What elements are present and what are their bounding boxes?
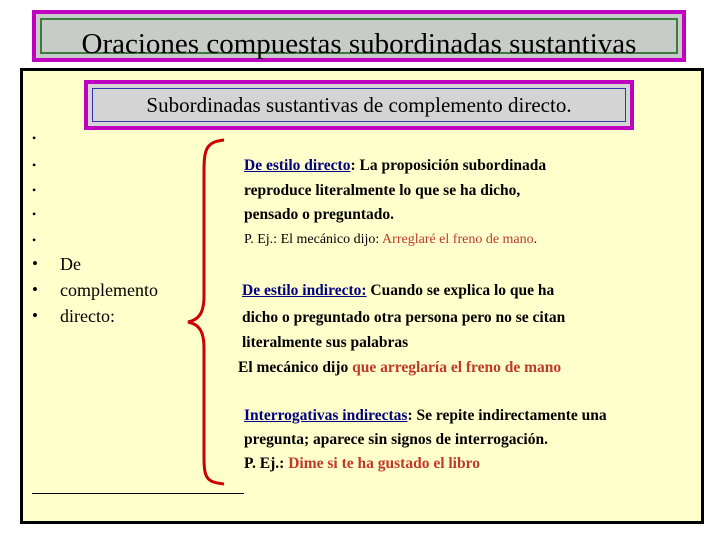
estilo-directo-example [244,228,537,252]
interrogativas-line-2: pregunta; aparece sin signos de interrogación. [244,431,548,448]
estilo-indirecto-text: Cuando se explica lo que ha [366,282,555,299]
left-heading-line: De [60,254,81,274]
interrogativas-colon: : [407,407,413,424]
interrogativas-example [244,452,480,476]
estilo-indirecto-term: De estilo indirecto: [242,282,367,299]
estilo-directo-text: La proposición subordinada [355,157,547,174]
example-prefix: P. Ej.: [244,455,289,472]
example-highlight: Dime si te ha gustado el libro [288,455,480,472]
footnote-rule [32,493,244,494]
estilo-directo-line-1 [244,154,546,178]
interrogativas-term: Interrogativas indirectas [244,407,408,424]
bullet-marker: • [32,280,38,299]
interrogativas-text: Se repite indirectamente una [412,407,607,424]
example-highlight: Arreglaré el freno de mano [382,232,534,247]
estilo-indirecto-line-3: literalmente sus palabras [242,334,409,351]
example-end: . [533,232,538,247]
bullet-marker: • [32,233,37,247]
estilo-directo-line-3: pensado o preguntado. [244,206,395,223]
example-highlight: que arreglaría el freno de mano [352,359,562,376]
example-prefix: P. Ej.: El mecánico dijo: [244,232,383,247]
estilo-directo-colon: : [350,157,356,174]
example-prefix: El mecánico dijo [238,359,353,376]
bullet-marker: • [32,306,38,325]
bullet-marker: • [32,158,37,172]
bullet-marker: • [32,254,38,273]
estilo-indirecto-line-1 [242,279,554,303]
subtitle-banner [84,80,634,130]
title-banner [32,10,686,62]
page-title: Oraciones compuestas subordinadas sustantivas [81,28,637,60]
bullet-marker: • [32,131,37,145]
estilo-indirecto-line-2: dicho o preguntado otra persona pero no se citan [242,309,566,326]
estilo-indirecto-example [238,356,561,380]
estilo-directo-term: De estilo directo [244,157,351,174]
subtitle: Subordinadas sustantivas de complemento directo. [146,93,572,117]
left-heading-line: directo: [60,306,115,326]
bullet-marker: • [32,183,37,197]
left-heading-line: complemento [60,280,158,300]
estilo-directo-line-2: reproduce literalmente lo que se ha dicho, [244,182,521,199]
curly-brace-icon [184,136,234,488]
bullet-marker: • [32,207,37,221]
interrogativas-line-1 [244,404,607,428]
